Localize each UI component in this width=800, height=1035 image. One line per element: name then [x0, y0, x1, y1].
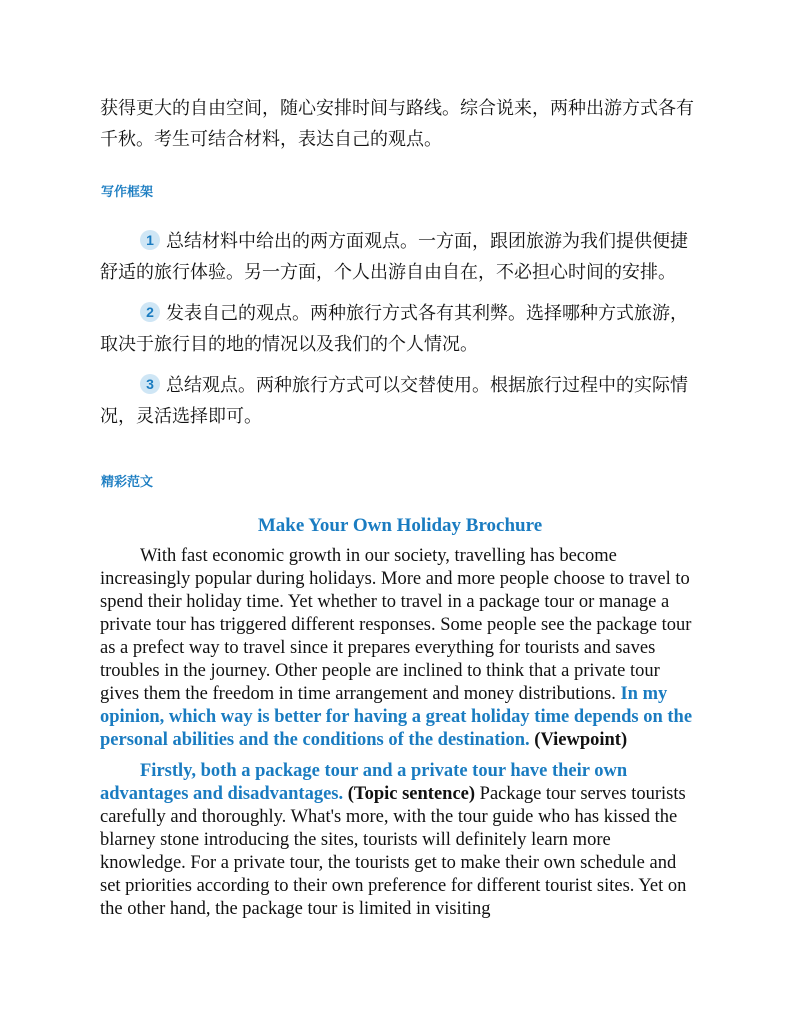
- viewpoint-tag: (Viewpoint): [534, 730, 628, 750]
- framework-item: [100, 226, 700, 288]
- essay-title: Make Your Own Holiday Brochure: [257, 515, 543, 536]
- essay-body-text: With fast economic growth in our society, travelling has become increasingly popular during holidays. More and more people choose to travel to spend their holiday time. Yet whether to travel in a package tour or manage a private tour has triggered different responses. Some people see the package tour as a prefect way to travel since it prepares everything for tourists and saves troubles in the journey. Other people are inclined to think that a private tour gives them the freedom in time arrangement and money distributions.: [100, 546, 692, 704]
- framework-item-text: 发表自己的观点。两种旅行方式各有其利弊。选择哪种方式旅游，取决于旅行目的地的情况以及我们的个人情况。: [100, 303, 688, 355]
- framework-item-text: 总结材料中给出的两方面观点。一方面，跟团旅游为我们提供便捷舒适的旅行体验。另一方面，个人出游自由自在，不必担心时间的安排。: [100, 231, 688, 283]
- number-badge: 2: [140, 302, 160, 322]
- topic-sentence-tag: (Topic sentence): [347, 784, 476, 804]
- framework-list: [100, 226, 700, 442]
- framework-heading: 写作框架: [101, 185, 154, 200]
- framework-item: [100, 370, 700, 432]
- essay-paragraph-1: [100, 545, 700, 752]
- viewpoint-sentence: In my opinion, which way is better for having a great holiday time depends on the personal abilities and the conditions of the destination.: [100, 684, 693, 750]
- number-badge: 1: [140, 230, 160, 250]
- sample-essay-heading: 精彩范文: [101, 475, 154, 490]
- sample-essay: [100, 512, 700, 921]
- framework-item-text: 总结观点。两种旅行方式可以交替使用。根据旅行过程中的实际情况，灵活选择即可。: [100, 375, 688, 427]
- intro-paragraph: 获得更大的自由空间，随心安排时间与路线。综合说来，两种出游方式各有千秋。考生可结合材料，表达自己的观点。: [100, 98, 694, 150]
- topic-sentence: Firstly, both a package tour and a private tour have their own advantages and disadvantages.: [100, 761, 628, 804]
- essay-paragraph-2: [100, 760, 700, 921]
- essay-body-text: Package tour serves tourists carefully and thoroughly. What's more, with the tour guide who has kissed the blarney stone introducing the sites, tourists will definitely learn more knowledge. For a private tour, the tourists get to make their own schedule and set priorities according to their own preference for different tourist sites. Yet on the other hand, the package tour is limited in visiting: [100, 784, 687, 919]
- number-badge: 3: [140, 374, 160, 394]
- framework-item: [100, 298, 700, 360]
